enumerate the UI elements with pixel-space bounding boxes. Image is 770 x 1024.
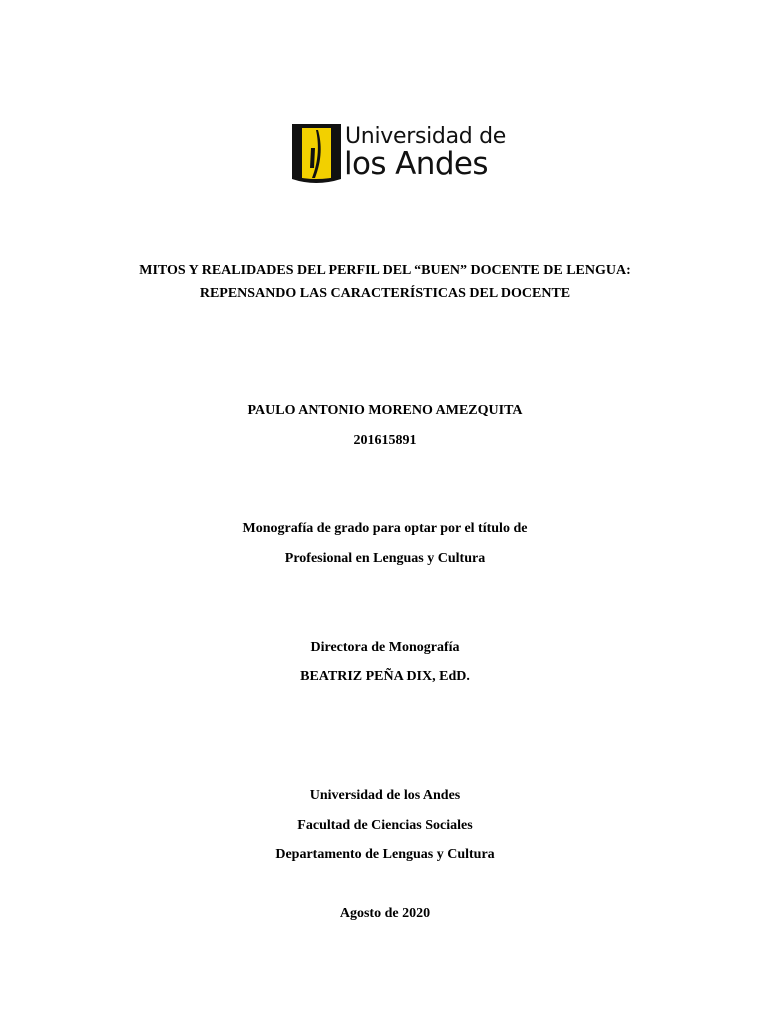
thesis-title-line-2: REPENSANDO LAS CARACTERÍSTICAS DEL DOCENTE	[199, 286, 571, 301]
logo-mark-icon	[292, 124, 342, 184]
student-id: 201615891	[353, 433, 417, 448]
degree-line-1: Monografía de grado para optar por el título de	[242, 521, 528, 536]
logo-text-los-andes: los Andes	[344, 146, 488, 182]
university-name: Universidad de los Andes	[309, 788, 461, 803]
author-name: PAULO ANTONIO MORENO AMEZQUITA	[247, 403, 523, 418]
director-role: Directora de Monografía	[310, 640, 460, 655]
submission-date: Agosto de 2020	[339, 906, 431, 921]
university-logo	[292, 124, 507, 184]
thesis-title-line-1: MITOS Y REALIDADES DEL PERFIL DEL “BUEN” DOCENTE DE LENGUA:	[139, 263, 631, 278]
director-name: BEATRIZ PEÑA DIX, EdD.	[300, 669, 470, 684]
logo-text-university: Universidad de	[345, 124, 507, 149]
degree-line-2: Profesional en Lenguas y Cultura	[284, 551, 486, 566]
department-name: Departamento de Lenguas y Cultura	[275, 847, 495, 862]
faculty-name: Facultad de Ciencias Sociales	[297, 818, 473, 833]
